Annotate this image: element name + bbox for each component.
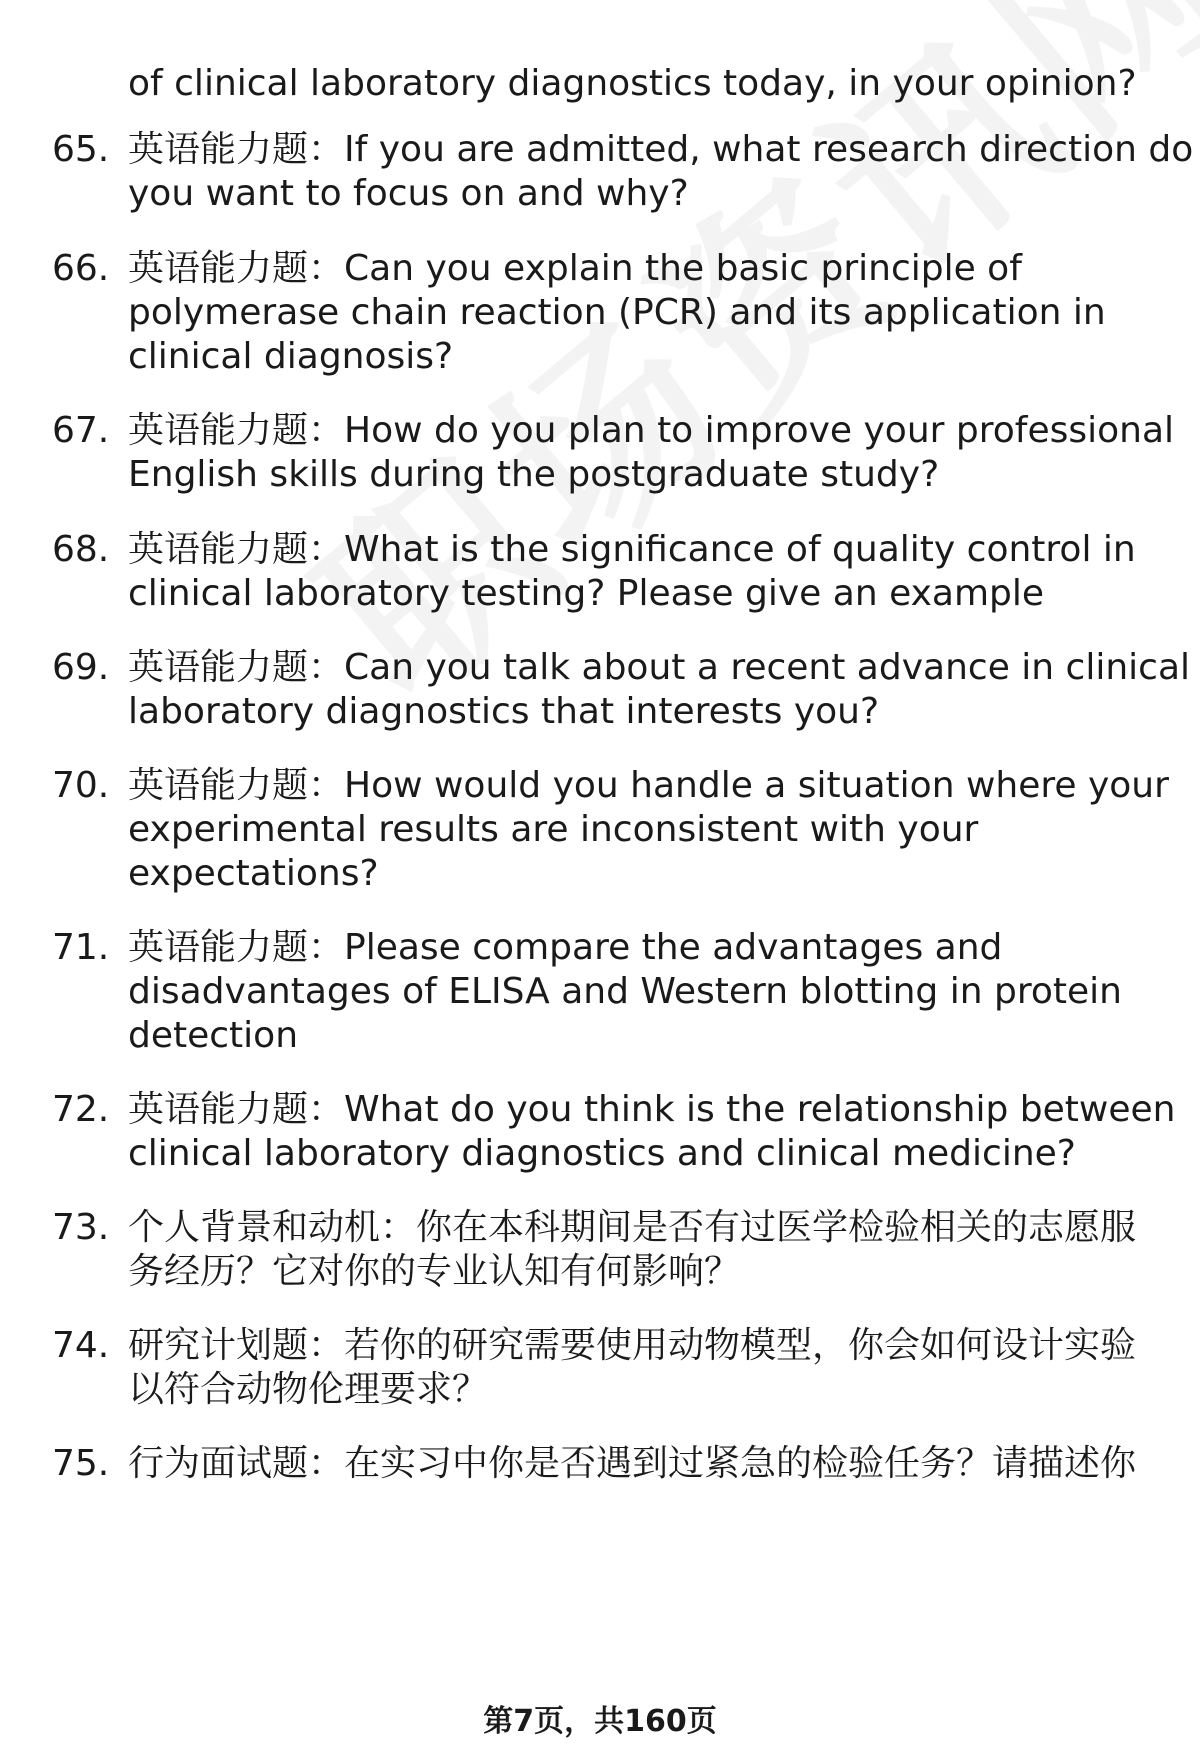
item-text-line: 英语能力题：Please compare the advantages and xyxy=(128,927,1003,968)
item-number: 71. xyxy=(52,927,110,968)
item-number: 69. xyxy=(52,647,110,688)
item-text-line: English skills during the postgraduate study? xyxy=(128,454,940,495)
item-text-line: you want to focus on and why? xyxy=(128,173,689,214)
item-text-line: 行为面试题：在实习中你是否遇到过紧急的检验任务？请描述你 xyxy=(128,1443,1137,1484)
item-text-line: 英语能力题：How would you handle a situation where your xyxy=(128,765,1169,806)
item-text-line: 英语能力题：What is the significance of quality control in xyxy=(128,529,1136,570)
item-text-line: polymerase chain reaction (PCR) and its application in xyxy=(128,292,1106,333)
item-text-line: 研究计划题：若你的研究需要使用动物模型，你会如何设计实验 xyxy=(128,1325,1137,1366)
item-number: 72. xyxy=(52,1089,110,1130)
item-text-line: 英语能力题：Can you explain the basic principle of xyxy=(128,248,1022,289)
item-text-line: detection xyxy=(128,1015,299,1056)
item-text-line: 个人背景和动机：你在本科期间是否有过医学检验相关的志愿服 xyxy=(128,1207,1137,1248)
page-footer: 第7页，共160页 xyxy=(483,1704,717,1739)
item-text-line: expectations? xyxy=(128,853,379,894)
item-text-line: experimental results are inconsistent with your xyxy=(128,809,979,850)
item-number: 74. xyxy=(52,1325,110,1366)
item-text-line: 英语能力题：If you are admitted, what research direction do xyxy=(128,129,1194,170)
item-text-line: disadvantages of ELISA and Western blotting in protein xyxy=(128,971,1122,1012)
item-number: 75. xyxy=(52,1443,110,1484)
item-text-line: laboratory diagnostics that interests you? xyxy=(128,691,880,732)
item-text-line: clinical laboratory testing? Please give an example xyxy=(128,573,1045,614)
item-number: 65. xyxy=(52,129,110,170)
item-text-line: 英语能力题：What do you think is the relationship between xyxy=(128,1089,1176,1130)
item-number: 66. xyxy=(52,248,110,289)
item-text-line: 务经历？它对你的专业认知有何影响？ xyxy=(128,1251,741,1292)
item-text-line: 英语能力题：How do you plan to improve your professional xyxy=(128,410,1175,451)
item-text-line: 以符合动物伦理要求？ xyxy=(128,1369,489,1410)
item-text-line: clinical laboratory diagnostics and clinical medicine? xyxy=(128,1133,1076,1174)
item-number: 68. xyxy=(52,529,110,570)
item-text-line: clinical diagnosis? xyxy=(128,336,454,377)
continuation-line: of clinical laboratory diagnostics today, in your opinion? xyxy=(128,63,1137,104)
item-number: 73. xyxy=(52,1207,110,1248)
item-number: 67. xyxy=(52,410,110,451)
item-number: 70. xyxy=(52,765,110,806)
item-text-line: 英语能力题：Can you talk about a recent advance in clinical xyxy=(128,647,1191,688)
